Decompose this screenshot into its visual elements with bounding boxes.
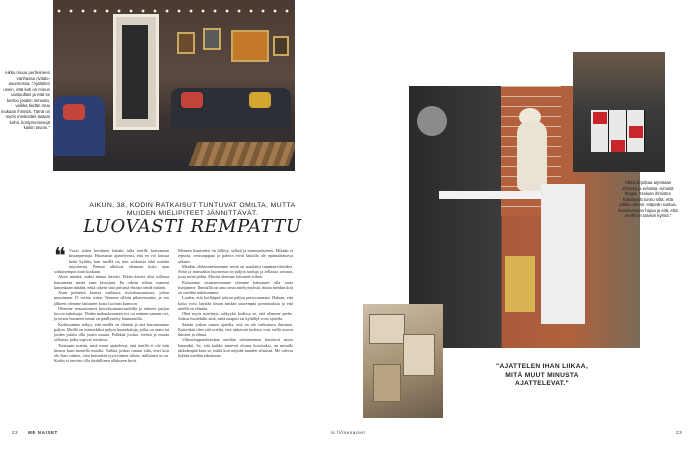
photo-caption-left: Aikku muuu perheineen vanhassa rivitaloasunnossa. "Ajattelen usein, että koti on minun vastuullani ja että se kertoo jotakin minusta, vaikka tiedän muu mukaan ihmisiä. Tämä on myös mielestäni lastani kohti, kompromissejä kaikin tavoin." bbox=[0, 70, 50, 130]
pillow bbox=[249, 92, 271, 108]
wall-picture bbox=[177, 32, 195, 54]
article-headline: LUOVASTI REMPATTU bbox=[83, 216, 302, 237]
string-lights bbox=[53, 6, 295, 16]
body-column-2 bbox=[178, 248, 293, 358]
website-url: is.fi/menaiset bbox=[330, 430, 366, 435]
shoe-shelf-photo bbox=[573, 52, 665, 172]
paragraph: Kotiamme sisustaessamme olemme halunneet olla omia itsejämme. Ihmisillä on aina omia mieltymyksiä, mutta meidän koti on meidän näköisemme. bbox=[178, 279, 293, 295]
pull-quote: "AJATTELEN IHAN LIIKAA, MITÄ MUUT MINUSTA AJATTELEVAT." bbox=[496, 363, 588, 388]
storage-boxes-photo bbox=[363, 304, 443, 418]
body-column-1 bbox=[54, 244, 169, 364]
red-box bbox=[593, 112, 607, 124]
paragraph: Saatan joskus tuntea ajatella, että en ole vaikuttava ihminen. Kuitenkin olen sitä mieltä, että tärkeintä kodissa ovat siellä asuvat ihmiset ja elämä. bbox=[178, 321, 293, 337]
rug bbox=[189, 142, 295, 166]
page-number-right: 23 bbox=[676, 430, 683, 435]
paragraph: Meidän olohuoneessamme seinä on maalattu tummanvihreäksi. Siinä ja muissakin huoneissa on paljon tauluja ja sellaista tavaraa, josta minä pidän. Mustat olemme tottuneet siihen. bbox=[178, 263, 293, 280]
paragraph: Vuosi sitten keväinen kahaki tulla meille katsomaan kissanpentuja. Huomasin ajattelevani, että en voi kutsua heitä kylään, kun meillä on niin sotkuista eikä mitään tarjottavaa. Pennut alkoivat olemaan koko ajan sotkuisempia kuin koskaan. bbox=[54, 248, 169, 274]
quote-mark-icon: ❝ bbox=[54, 244, 66, 269]
paragraph: Toisinaan mietin, mitä muut ajattelevat, että meillä ei ole niin hienoa kuin monella muulla. Vaikka joskus tuntuu siltä, ettei koti ole ihan valmis, olen kuitenkin tyytyväinen siihen, millainen se on. Kodin ei tarvitse olla täydellinen ollakseen hyvä. bbox=[54, 342, 169, 364]
box bbox=[403, 334, 435, 376]
wall-picture bbox=[273, 36, 289, 56]
paragraph: Viikonlopputehtävänä meidän talouteemme kuuluvat myös lemmikit. Se, että kaikki tuntevat olonsa kotoisaksi, on minulle tärkeämpää kuin se, miltä koti näyttää muiden silmissä. Me tulevat kylään meidän takiamme. bbox=[178, 337, 293, 358]
cat bbox=[517, 121, 547, 191]
red-box bbox=[611, 140, 625, 152]
page-number-left: 22 bbox=[12, 430, 19, 435]
red-box bbox=[629, 126, 643, 138]
paragraph: Asun perheeni kanssa vanhassa rivitaloasunnossa, johon muutimme 15 vuotta sitten. Teimme silloin pikaremontin, ja sen jälkeen olemme laittaneet kotia luovasti kuntoon. bbox=[54, 290, 169, 306]
paragraph: Olen myös miettinyt, näkyykö kodissa se, että olemme perhe. Joskus huolehdin siitä, mitä naapuri tai kyläilijä voisi ajatella. bbox=[178, 311, 293, 322]
pillow bbox=[181, 92, 203, 108]
hanging-pot bbox=[417, 106, 447, 136]
wall-picture bbox=[203, 28, 221, 50]
box bbox=[373, 364, 401, 402]
paragraph: Meneen ihanteeksi on hillitty, selkeä ja minimalistinen. Mikään ei repsota, vesisaappaat ja pahvin eivät lattialla ole epämääräisesti sekaan. bbox=[178, 248, 293, 264]
paragraph: Aloin miettiä, miksi minua hävetti. Eikän kaveri olisi tullessa katsomaan meitä vaan kissojani. En oikein silloin osannut kuitenkaan mitään, enkä oikein sinä päivänä ehtinyt tehdä mitään. bbox=[54, 274, 169, 290]
paragraph: Luulen, että kotihäpeä johtuu paljon persoonastani. Haluan, että kotia voisi käyttää ilman mitään suurempia ponnistuksia ja että meillä on elämää. bbox=[178, 295, 293, 311]
photo-caption-right: Aikku kirjoittaa arjestaan Elämää ja erilaisia -nimistä blogia. "Haluan ihmisten kyllästyvät tunnu siltä, että pitäisi olevan. Häpeän sotkua, kissanvessan hajua ja sitä, että meillä on talvisin kylmä." bbox=[618, 180, 678, 218]
fridge bbox=[541, 184, 585, 324]
doorway bbox=[113, 14, 159, 130]
article-kicker: AIKUN, 38, KODIN RATKAISUT TUNTUVAT OMILTA, MUTTA MUIDEN MIELIPITEET JÄNNITTÄVÄT. bbox=[89, 202, 296, 217]
pet-food-bag bbox=[505, 256, 535, 312]
pillow bbox=[63, 104, 85, 120]
paragraph: Olemme remontoineet kierrätysmateriaaleilla ja tehneet paljon luovia ratkaisuja. Yhden makuuhuoneen ovi on entinen saunan ovi, ja toisen huoneen seinät on päällystetty laminaatilla. bbox=[54, 305, 169, 322]
paragraph: Kodissamme näkyy, että meillä on elämää ja että harrastamme paljon. Meillä on esimerkiksi paljon huonekaluja, jotka on saatu tai joiden pitäisi olla jotain muuta. Pelkkää joulua, eteistä ja muuta sellaista, jotka sopivat toisiinsa. bbox=[54, 321, 169, 343]
wall-painting bbox=[231, 30, 269, 62]
box bbox=[369, 314, 405, 344]
magazine-brand: ME NAISET bbox=[28, 430, 58, 435]
living-room-photo bbox=[53, 0, 295, 171]
